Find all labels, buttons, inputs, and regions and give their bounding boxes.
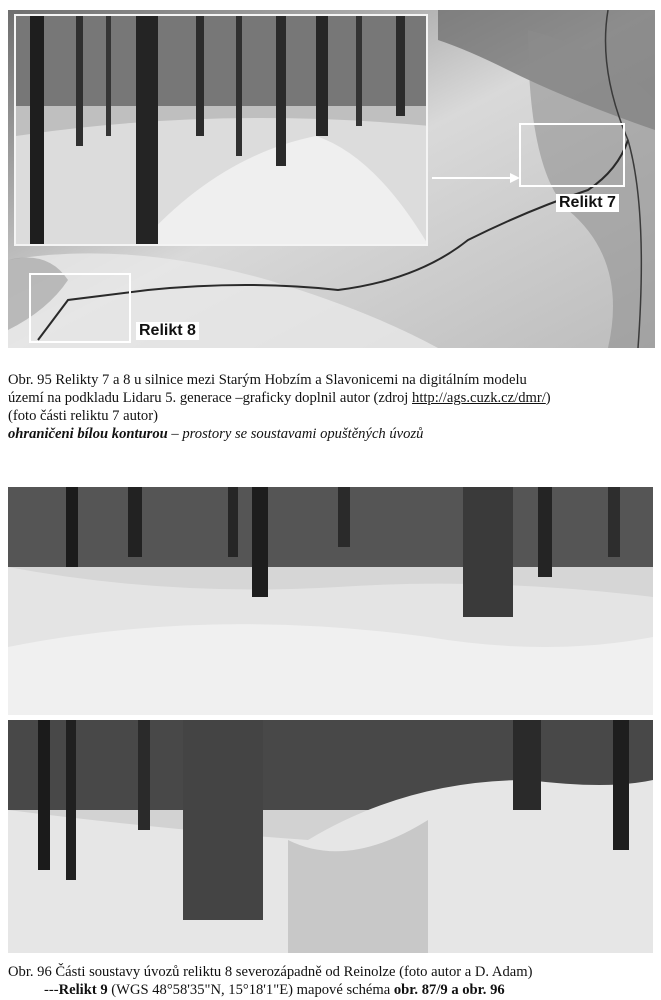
caption-text: území na podkladu Lidaru 5. generace –graficky doplnil autor (zdroj bbox=[8, 390, 413, 406]
caption-line: Obr. 96 Části soustavy úvozů reliktu 8 severozápadně od Reinolze (foto autor a D. Adam) bbox=[8, 964, 533, 980]
caption-line: Obr. 95 Relikty 7 a 8 u silnice mezi Starým Hobzím a Slavonicemi na digitálním modelu bbox=[8, 372, 527, 388]
hollow-way-photo-top bbox=[8, 487, 653, 715]
caption-line: (foto části reliktu 7 autor) bbox=[8, 408, 158, 424]
caption-text: ) bbox=[545, 390, 551, 406]
caption-line bbox=[8, 425, 658, 443]
relikt8-label: Relikt 8 bbox=[136, 322, 199, 340]
caption-text: (WGS 48°58'35"N, 15°18'1"E) mapové schéma bbox=[107, 982, 394, 998]
caption-line bbox=[8, 981, 658, 999]
figure95-caption bbox=[8, 371, 658, 443]
source-link[interactable]: http://ags.cuzk.cz/dmr/ bbox=[412, 390, 546, 406]
relikt7-photo-inset bbox=[14, 14, 428, 246]
caption-text: --- bbox=[44, 982, 59, 998]
relikt7-label: Relikt 7 bbox=[556, 194, 619, 212]
figure96-caption bbox=[8, 963, 658, 999]
caption-line bbox=[8, 389, 658, 407]
caption-emphasis: obr. 87/9 a obr. 96 bbox=[393, 982, 505, 998]
caption-emphasis: Relikt 9 bbox=[58, 982, 108, 998]
hollow-way-photo-bottom bbox=[8, 720, 653, 953]
caption-emphasis: ohraničeni bílou konturou bbox=[8, 426, 168, 442]
caption-text: – prostory se soustavami opuštěných úvozů bbox=[167, 426, 424, 442]
